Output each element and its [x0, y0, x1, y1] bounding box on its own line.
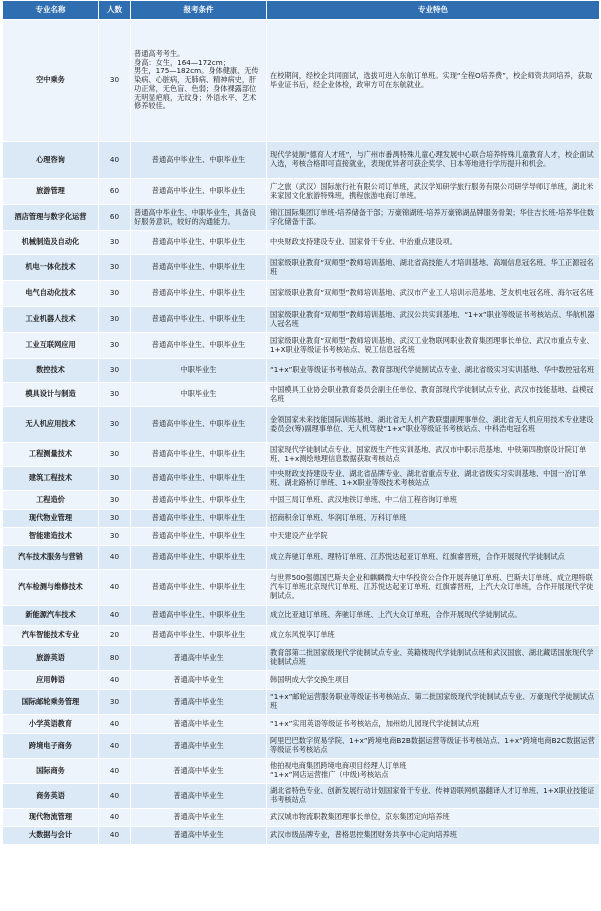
header-features: 专业特色 — [267, 1, 600, 20]
cell-requirements: 普通高中毕业生、中职毕业生，具备良好服务意识，较好的沟通能力。 — [131, 205, 267, 231]
cell-features: 中央财政支持建设专业、湖北省品牌专业、湖北省重点专业、湖北省级实习实训基地、中国一冶订单班、湖北路桥订单班、1+X职业等级技术考核站点 — [267, 467, 600, 491]
cell-features: “1+x”实用英语等级证书考核站点，加州幼儿园现代学徒制试点班 — [267, 715, 600, 734]
cell-major: 应用韩语 — [3, 671, 99, 690]
cell-count: 30 — [99, 231, 131, 255]
table-row — [3, 715, 600, 734]
cell-major: 国际商务 — [3, 759, 99, 784]
cell-count: 30 — [99, 383, 131, 407]
cell-requirements: 普通高中毕业生 — [131, 784, 267, 809]
cell-count: 40 — [99, 671, 131, 690]
cell-major: 智能建造技术 — [3, 528, 99, 546]
cell-requirements: 普通高中毕业生、中职毕业生 — [131, 606, 267, 626]
cell-requirements: 普通高中毕业生 — [131, 690, 267, 715]
cell-requirements: 普通高中毕业生 — [131, 827, 267, 845]
cell-requirements: 中职毕业生 — [131, 383, 267, 407]
table-row — [3, 142, 600, 179]
table-row — [3, 231, 600, 255]
cell-features: 国家现代学徒制试点专业、国家级生产性实训基地、武汉市中职示范基地、中铁第四勘察设计院订单班、1+x测绘地理信息数据获取考核站点 — [267, 443, 600, 467]
table-row — [3, 443, 600, 467]
cell-count: 40 — [99, 606, 131, 626]
cell-major: 电气自动化技术 — [3, 281, 99, 307]
table-row — [3, 827, 600, 845]
table-row — [3, 359, 600, 383]
cell-requirements: 普通高中毕业生 — [131, 809, 267, 827]
cell-count: 80 — [99, 646, 131, 671]
cell-features: 教育部第二批国家级现代学徒制试点专业、英籍楼现代学徒制试点班和武汉国旅、湖北藏诺国旅现代学徒制试点班 — [267, 646, 600, 671]
cell-major: 汽车技术服务与营销 — [3, 546, 99, 570]
table-row — [3, 546, 600, 570]
cell-requirements: 普通高中毕业生 — [131, 734, 267, 759]
cell-features: 韩国明成大学交换生项目 — [267, 671, 600, 690]
cell-count: 30 — [99, 359, 131, 383]
table-row — [3, 734, 600, 759]
table-row — [3, 383, 600, 407]
cell-major: 跨境电子商务 — [3, 734, 99, 759]
cell-count: 40 — [99, 827, 131, 845]
cell-count: 40 — [99, 784, 131, 809]
table-row — [3, 690, 600, 715]
cell-features: 中国模具工业协会职业教育委员会副主任单位、教育部现代学徒制试点专业、武汉市技能基地、益模冠名班 — [267, 383, 600, 407]
cell-features: 武汉市级品牌专业，普格思控集团财务共享中心定向培养班 — [267, 827, 600, 845]
table-row — [3, 759, 600, 784]
cell-major: 工程测量技术 — [3, 443, 99, 467]
table-row — [3, 646, 600, 671]
cell-major: 小学英语教育 — [3, 715, 99, 734]
cell-requirements: 普通高中毕业生 — [131, 646, 267, 671]
table-row — [3, 255, 600, 281]
cell-requirements: 普通高中毕业生、中职毕业生 — [131, 443, 267, 467]
table-body — [3, 20, 600, 845]
cell-features: “1+x”职业等级证书考核站点、教育部现代学徒制试点专业、湖北省级实习实训基地、华中数控冠名班 — [267, 359, 600, 383]
cell-features: 成立奔驰订单班、理特订单班、江苏悦达起亚订单班、红旗睿晋班，合作开展现代学徒制试点 — [267, 546, 600, 570]
cell-count: 40 — [99, 809, 131, 827]
cell-major: 商务英语 — [3, 784, 99, 809]
cell-major: 汽车检测与维修技术 — [3, 570, 99, 606]
cell-requirements: 中职毕业生 — [131, 359, 267, 383]
major-admission-table — [2, 0, 600, 845]
cell-features: 与世界500强德国巴斯夫企业和麒麟微大中华投资公合作开展奔驰订单班、巴斯夫订单班、成立理特联汽车订单班北京现代订单班、江苏悦达起亚订单班、红旗睿晋班，上汽大众订单班，合作开展现代学徒制试点。 — [267, 570, 600, 606]
cell-features: 锦江国际集团订单班-培养储备干部；万豪锦湖班-培养万豪锦湖品牌服务骨架；华住吉长班-培养华住数字化储备干部。 — [267, 205, 600, 231]
cell-requirements: 普通高中毕业生、中职毕业生 — [131, 142, 267, 179]
cell-major: 酒店管理与数字化运营 — [3, 205, 99, 231]
cell-features: 现代学徒制“德育人才班”，与广州市番禺特殊儿童心理发展中心联合培养特殊儿童教育人才，校企面试入选，考核合格即可直接就业，表现优异者可获企奖学、日本等地进行学历提升和机会。 — [267, 142, 600, 179]
table-row — [3, 307, 600, 333]
cell-count: 30 — [99, 407, 131, 443]
table-row — [3, 491, 600, 510]
cell-count: 30 — [99, 510, 131, 528]
cell-count: 60 — [99, 205, 131, 231]
cell-features: 在校期间，经校企共同面试，选拔可进入东航订单班。实现“全程O培养费”，校企师资共同培养，获取毕业证书后，经企业体检，政审方可在东航就业。 — [267, 20, 600, 142]
cell-requirements: 普通高中毕业生、中职毕业生 — [131, 528, 267, 546]
cell-count: 30 — [99, 255, 131, 281]
cell-count: 60 — [99, 179, 131, 205]
cell-features: “1+x”邮轮运营服务职业等级证书考核站点、第二批国家级现代学徒制试点专业、万豪现代学徒制试点班 — [267, 690, 600, 715]
table-row — [3, 205, 600, 231]
cell-count: 40 — [99, 570, 131, 606]
cell-requirements: 普通高中毕业生 — [131, 715, 267, 734]
table-row — [3, 671, 600, 690]
cell-requirements: 普通高中毕业生、中职毕业生 — [131, 626, 267, 646]
cell-requirements: 普通高中毕业生、中职毕业生 — [131, 467, 267, 491]
cell-count: 40 — [99, 734, 131, 759]
cell-requirements: 普通高考考生。 身高：女生，164—172cm； 男生，175—182cm。身体健康、无传染病、心脏病，无肺病、精神病史，肝功正常，无色盲、色弱；身体裸露部位无明显疤痕，无纹身；外语水平、艺术修养较佳。 — [131, 20, 267, 142]
cell-count: 30 — [99, 528, 131, 546]
cell-features: 国家级职业教育“双师型”教师培训基地、武汉市产业工人培训示范基地、芝友机电冠名班、海尔冠名班 — [267, 281, 600, 307]
cell-major: 模具设计与制造 — [3, 383, 99, 407]
table-row — [3, 510, 600, 528]
cell-requirements: 普通高中毕业生、中职毕业生 — [131, 255, 267, 281]
table-row — [3, 528, 600, 546]
header-major: 专业名称 — [3, 1, 99, 20]
cell-features: 成立东风悦享订单班 — [267, 626, 600, 646]
cell-count: 20 — [99, 626, 131, 646]
cell-features: 成立比亚迪订单班、奔驰订单班、上汽大众订单班，合作开展现代学徒制试点。 — [267, 606, 600, 626]
cell-features: 金领国家未来技能国际训练基地、湖北省无人机产教联盟副理事单位、湖北省无人机应用技术专业建设委员会(筹)副理事单位、无人机驾驶“1+x”职业等级证书考核站点、中科浩电冠名班 — [267, 407, 600, 443]
cell-major: 国际邮轮乘务管理 — [3, 690, 99, 715]
cell-count: 30 — [99, 467, 131, 491]
cell-major: 汽车智能技术专业 — [3, 626, 99, 646]
cell-features: 中天建设产业学院 — [267, 528, 600, 546]
cell-requirements: 普通高中毕业生 — [131, 671, 267, 690]
cell-count: 30 — [99, 333, 131, 359]
header-count: 人数 — [99, 1, 131, 20]
cell-major: 工程造价 — [3, 491, 99, 510]
cell-major: 大数据与会计 — [3, 827, 99, 845]
cell-count: 30 — [99, 491, 131, 510]
cell-requirements: 普通高中毕业生 — [131, 759, 267, 784]
cell-features: 阿里巴巴数字贸易学院、1+x”跨境电商B2B数据运营等级证书考核站点、1+x”跨境电商B2C数据运营等级证书考核站点 — [267, 734, 600, 759]
table-row — [3, 281, 600, 307]
cell-major: 机械制造及自动化 — [3, 231, 99, 255]
cell-features: 国家级职业教育“双师型”教师培训基地、武汉工业物联网职业教育集团理事长单位、武汉市重点专业、1+X职业等级证书考核站点、锐工信息冠名班 — [267, 333, 600, 359]
cell-major: 旅游管理 — [3, 179, 99, 205]
cell-major: 旅游英语 — [3, 646, 99, 671]
table-row — [3, 784, 600, 809]
cell-features: 湖北省特色专业、创新发展行动计划国家骨干专业、传神语联网机器翻译人才订单班、1+X职业技能证书考核站点 — [267, 784, 600, 809]
cell-features: 中央财政支持建设专业、国家骨干专业、中治重点建设项。 — [267, 231, 600, 255]
cell-major: 现代物流管理 — [3, 809, 99, 827]
cell-major: 现代物业管理 — [3, 510, 99, 528]
cell-requirements: 普通高中毕业生、中职毕业生 — [131, 407, 267, 443]
table-row — [3, 626, 600, 646]
cell-features: 武汉城市物流职教集团理事长单位，京东集团定向培养班 — [267, 809, 600, 827]
cell-requirements: 普通高中毕业生、中职毕业生 — [131, 281, 267, 307]
cell-count: 40 — [99, 142, 131, 179]
cell-count: 30 — [99, 307, 131, 333]
cell-requirements: 普通高中毕业生、中职毕业生 — [131, 570, 267, 606]
cell-count: 30 — [99, 443, 131, 467]
cell-requirements: 普通高中毕业生、中职毕业生 — [131, 491, 267, 510]
cell-major: 空中乘务 — [3, 20, 99, 142]
table-row — [3, 809, 600, 827]
table-row — [3, 407, 600, 443]
cell-features: 中国三局订单班、武汉地铁订单班、中二信工程咨询订单班 — [267, 491, 600, 510]
cell-count: 40 — [99, 546, 131, 570]
cell-major: 新能源汽车技术 — [3, 606, 99, 626]
cell-major: 无人机应用技术 — [3, 407, 99, 443]
cell-major: 机电一体化技术 — [3, 255, 99, 281]
cell-count: 40 — [99, 715, 131, 734]
table-row — [3, 179, 600, 205]
header-requirements: 报考条件 — [131, 1, 267, 20]
cell-count: 30 — [99, 281, 131, 307]
cell-features: 他拍视电商集团跨境电商项目经理人订单班 “1+x”网店运营推广（中级)考核站点 — [267, 759, 600, 784]
table-row — [3, 570, 600, 606]
cell-features: 招商积余订单班、华润订单班、万科订单班 — [267, 510, 600, 528]
table-header-row — [3, 1, 600, 20]
cell-count: 30 — [99, 690, 131, 715]
cell-major: 数控技术 — [3, 359, 99, 383]
cell-requirements: 普通高中毕业生、中职毕业生 — [131, 333, 267, 359]
cell-features: 国家级职业教育“双师型”教师培训基地、武汉公共实训基地、“1+x”职业等级证书考核站点、华航机器人冠名班 — [267, 307, 600, 333]
table-row — [3, 467, 600, 491]
cell-major: 建筑工程技术 — [3, 467, 99, 491]
cell-requirements: 普通高中毕业生、中职毕业生 — [131, 546, 267, 570]
cell-count: 30 — [99, 20, 131, 142]
cell-features: 广之旅（武汉）国际旅行社有限公司订单班，武汉学知研学旅行服务有限公司研学导师订单班，湖北米来家园文化旅游特殊班，携程旅游电商订单班。 — [267, 179, 600, 205]
cell-major: 心理咨询 — [3, 142, 99, 179]
cell-requirements: 普通高中毕业生、中职毕业生 — [131, 307, 267, 333]
cell-major: 工业互联网应用 — [3, 333, 99, 359]
cell-requirements: 普通高中毕业生、中职毕业生 — [131, 510, 267, 528]
table-row — [3, 20, 600, 142]
cell-requirements: 普通高中毕业生、中职毕业生 — [131, 231, 267, 255]
table-row — [3, 606, 600, 626]
cell-features: 国家级职业教育“双师型”教师培训基地、湖北省高技能人才培训基地、高端信息冠名班、华工正源冠名班 — [267, 255, 600, 281]
cell-major: 工业机器人技术 — [3, 307, 99, 333]
table-row — [3, 333, 600, 359]
cell-count: 40 — [99, 759, 131, 784]
cell-requirements: 普通高中毕业生、中职毕业生 — [131, 179, 267, 205]
